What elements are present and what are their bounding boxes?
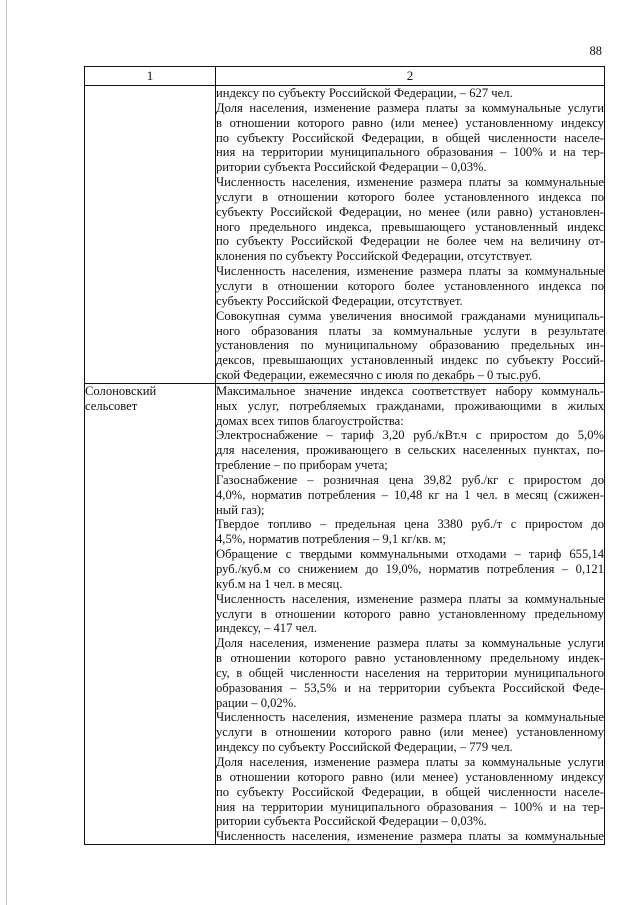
- municipality-name-line: сельсовет: [85, 398, 138, 413]
- text-line: Максимальное значение индекса соответствует набору коммуналь-: [216, 383, 604, 398]
- text-line: в отношении которого равно (или менее) установленному индексу: [216, 115, 604, 130]
- text-line: Электроснабжение – тариф 3,20 руб./кВт.ч с приростом до 5,0%: [216, 428, 604, 443]
- text-line: услуги в отношении которого равно установленному предельному: [216, 606, 604, 621]
- description-cell: [216, 383, 605, 844]
- text-line: индексу по субъекту Российской Федерации, – 779 чел.: [216, 740, 513, 755]
- document-table: [84, 66, 605, 845]
- text-line: домах всех типов благоустройства:: [216, 413, 404, 428]
- text-line: ния на территории муниципального образования – 100% и на тер-: [216, 799, 604, 814]
- table-header-row: [85, 67, 605, 86]
- text-line: образования – 53,5% и на территории субъекта Российской Феде-: [216, 680, 604, 695]
- text-line: субъекту Российской Федерации, отсутствует.: [216, 293, 463, 308]
- text-line: Численность населения, изменение размера платы за коммунальные: [216, 710, 604, 725]
- text-line: ритории субъекта Российской Федерации – 0,03%.: [216, 160, 487, 175]
- text-line: услуги в отношении которого более установленного индекса по: [216, 278, 604, 293]
- text-line: Доля населения, изменение размера платы за коммунальные услуги: [216, 636, 604, 651]
- text-line: индексу, – 417 чел.: [216, 621, 317, 636]
- text-line: ного предельного индекса, превышающего установленный индекс: [216, 219, 604, 234]
- municipality-name-cell: [85, 86, 216, 384]
- text-line: по субъекту Российской Федерации не более чем на величину от-: [216, 234, 604, 249]
- text-line: су, в общей численности населения на территории муниципального: [216, 665, 604, 680]
- text-line: Обращение с твердыми коммунальными отходами – тариф 655,14: [216, 547, 604, 562]
- text-line: ния на территории муниципального образования – 100% и на тер-: [216, 145, 604, 160]
- municipality-name-cell: [85, 383, 216, 844]
- text-line: ного образования платы за коммунальные услуги в результате: [216, 323, 604, 338]
- scan-left-edge-line: [6, 0, 7, 905]
- text-line: требление – по приборам учета;: [216, 458, 388, 473]
- text-line: в отношении которого равно (или менее) установленному индексу: [216, 769, 604, 784]
- text-line: Твердое топливо – предельная цена 3380 руб./т с приростом до: [216, 517, 604, 532]
- text-line: услуги в отношении которого равно (или менее) установленному: [216, 725, 604, 740]
- text-line: субъекту Российской Федерации, но менее (или равно) установлен-: [216, 204, 604, 219]
- text-line: 4,5%, норматив потребления – 9,1 кг/кв. м;: [216, 532, 446, 547]
- text-line: руб./куб.м со снижением до 19,0%, норматив потребления – 0,121: [216, 562, 604, 576]
- municipality-name-line: Солоновский: [85, 383, 157, 398]
- text-line: Доля населения, изменение размера платы за коммунальные услуги: [216, 100, 604, 115]
- text-line: по субъекту Российской Федерации, в общей численности населе-: [216, 130, 604, 145]
- text-line: в отношении которого равно установленному предельному индек-: [216, 651, 604, 666]
- text-line: ных услуг, потребляемых гражданами, проживающими в жилых: [216, 398, 604, 413]
- text-line: установления по муниципальному образованию предельных ин-: [216, 338, 604, 353]
- text-line: ный газ);: [216, 502, 265, 517]
- column-header-1: 1: [85, 67, 216, 86]
- text-line: Газоснабжение – розничная цена 39,82 руб./кг с приростом до: [216, 472, 604, 487]
- text-line: услуги в отношении которого более установленного индекса по: [216, 189, 604, 204]
- text-line: ской Федерации, ежемесячно с июля по декабрь – 0 тыс.руб.: [216, 368, 542, 383]
- text-line: Численность населения, изменение размера платы за коммунальные: [216, 591, 604, 606]
- text-line: Численность населения, изменение размера платы за коммунальные: [216, 264, 604, 279]
- text-line: куб.м на 1 чел. в месяц.: [216, 576, 343, 591]
- text-line: для населения, проживающего в сельских населенных пунктах, по-: [216, 443, 604, 458]
- text-line: Совокупная сумма увеличения вносимой гражданами муниципаль-: [216, 308, 604, 323]
- text-line: Численность населения, изменение размера платы за коммунальные: [216, 175, 604, 190]
- text-line: 4,0%, норматив потребления – 10,48 кг на 1 чел. в месяц (сжижен-: [216, 487, 604, 502]
- text-line: по субъекту Российской Федерации, в общей численности населе-: [216, 784, 604, 799]
- table-row: [85, 86, 605, 384]
- page-number: 88: [589, 44, 602, 58]
- column-header-2: 2: [216, 67, 605, 86]
- text-line: клонения по субъекту Российской Федерации, отсутствует.: [216, 249, 533, 264]
- text-line: Численность населения, изменение размера платы за коммунальные: [216, 829, 604, 844]
- text-line: Доля населения, изменение размера платы за коммунальные услуги: [216, 754, 604, 769]
- text-line: ритории субъекта Российской Федерации – 0,03%.: [216, 814, 487, 829]
- text-line: рации – 0,02%.: [216, 695, 297, 710]
- text-line: индексу по субъекту Российской Федерации, – 627 чел.: [216, 86, 513, 100]
- description-cell: [216, 86, 605, 384]
- table-row: [85, 383, 605, 844]
- text-line: дексов, превышающих установленный индекс по субъекту Россий-: [216, 353, 604, 368]
